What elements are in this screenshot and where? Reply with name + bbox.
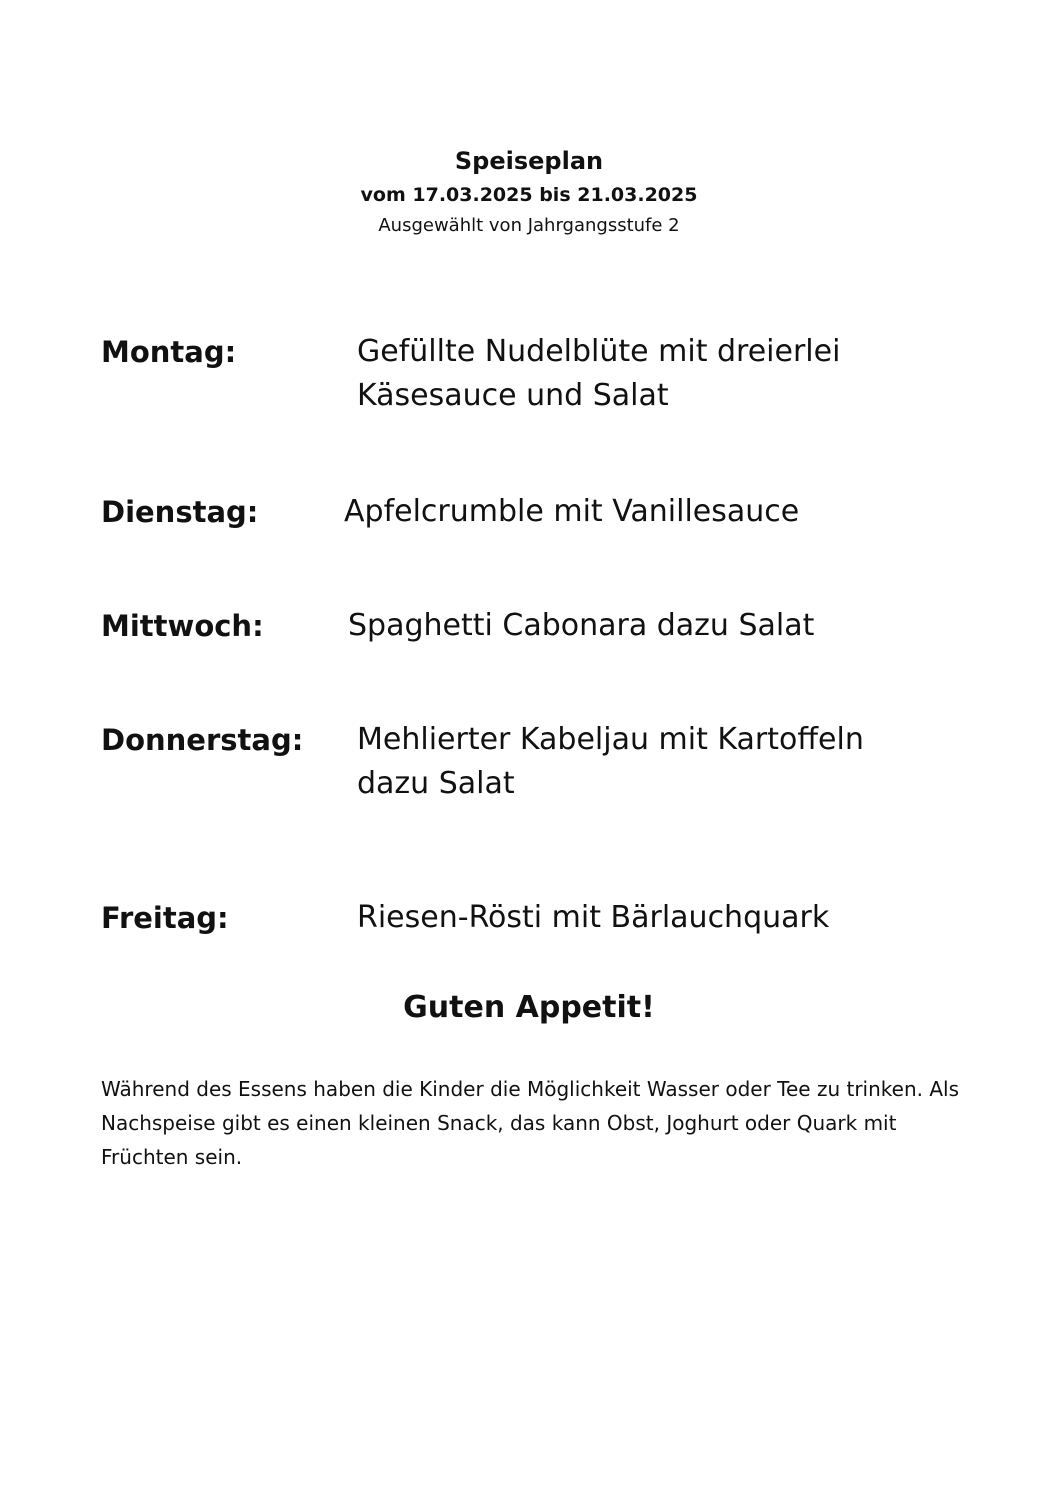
date-range — [0, 182, 1058, 208]
day-label: Dienstag: — [101, 495, 259, 529]
footnote-text: Während des Essens haben die Kinder die Möglichkeit Wasser oder Tee zu trinken. Als Nachspeise gibt es einen kleinen Snack, das kann Obst, Joghurt oder Quark mit Früchten sein. — [101, 1077, 960, 1169]
day-meal: Mehlierter Kabeljau mit Kartoffeln dazu Salat — [357, 722, 864, 801]
day-label: Donnerstag: — [101, 723, 304, 757]
day-label: Mittwoch: — [101, 609, 264, 643]
day-meal: Gefüllte Nudelblüte mit dreierlei Käsesauce und Salat — [357, 334, 841, 413]
day-meal: Apfelcrumble mit Vanillesauce — [344, 494, 800, 529]
date-range-text: vom 17.03.2025 bis 21.03.2025 — [360, 184, 698, 206]
day-meal: Spaghetti Cabonara dazu Salat — [348, 608, 815, 643]
day-meal: Riesen-Rösti mit Bärlauchquark — [357, 900, 830, 935]
selected-by-text: Ausgewählt von Jahrgangsstufe 2 — [378, 215, 680, 236]
selected-by-note — [0, 213, 1058, 239]
page-title — [0, 146, 1058, 176]
title-text: Speiseplan — [454, 147, 604, 175]
closing-greeting: Guten Appetit! — [403, 990, 655, 1025]
day-label: Freitag: — [101, 901, 229, 935]
day-label: Montag: — [101, 335, 237, 369]
